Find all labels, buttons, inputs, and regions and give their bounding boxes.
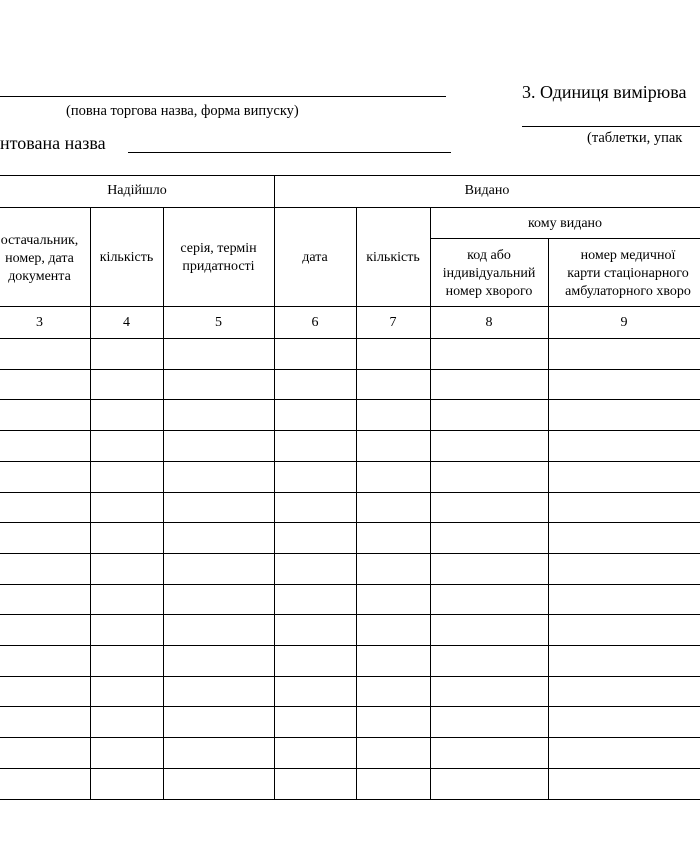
group-to-whom-header: кому видано — [527, 216, 603, 231]
column-header: номер медичної карти стаціонарного амбулаторного хворо — [565, 248, 691, 299]
table-row[interactable] — [0, 737, 700, 768]
column-header: код або індивідуальний номер хворого — [442, 248, 536, 299]
table-rule — [0, 306, 700, 307]
name-label: нтована назва — [0, 133, 106, 153]
table-row[interactable] — [0, 461, 700, 492]
table-row[interactable] — [0, 369, 700, 400]
trade-name-hint: (повна торгова назва, форма випуску) — [66, 103, 299, 119]
column-header: серія, термін придатності — [180, 241, 257, 274]
table-row[interactable] — [0, 768, 700, 799]
column-number: 5 — [215, 315, 222, 330]
unit-of-measure-hint: (таблетки, упак — [587, 130, 683, 146]
column-number: 3 — [36, 315, 43, 330]
table-row[interactable] — [0, 492, 700, 523]
table-row[interactable] — [0, 522, 700, 553]
group-issued-header: Видано — [464, 183, 510, 198]
table-rule — [0, 207, 700, 208]
column-number: 9 — [620, 315, 628, 330]
table-rule — [0, 799, 700, 800]
column-number: 4 — [123, 315, 130, 330]
column-header: кількість — [366, 250, 420, 265]
column-number: 8 — [485, 315, 493, 330]
table-row[interactable] — [0, 399, 700, 430]
column-number: 6 — [311, 315, 319, 330]
column-header: кількість — [99, 250, 154, 265]
table-row[interactable] — [0, 584, 700, 615]
table-row[interactable] — [0, 614, 700, 645]
table-rule — [0, 175, 700, 176]
column-header: остачальник, номер, дата документа — [0, 233, 79, 284]
table-rule — [430, 238, 700, 239]
table-row[interactable] — [0, 676, 700, 707]
column-header: дата — [302, 250, 328, 265]
table-row[interactable] — [0, 338, 700, 369]
column-number: 7 — [389, 315, 397, 330]
group-received-header: Надійшло — [107, 183, 167, 198]
table-row[interactable] — [0, 553, 700, 584]
table-row[interactable] — [0, 645, 700, 676]
table-row[interactable] — [0, 706, 700, 737]
table-row[interactable] — [0, 430, 700, 461]
unit-of-measure-label: 3. Одиниця вимірюва — [522, 82, 687, 102]
